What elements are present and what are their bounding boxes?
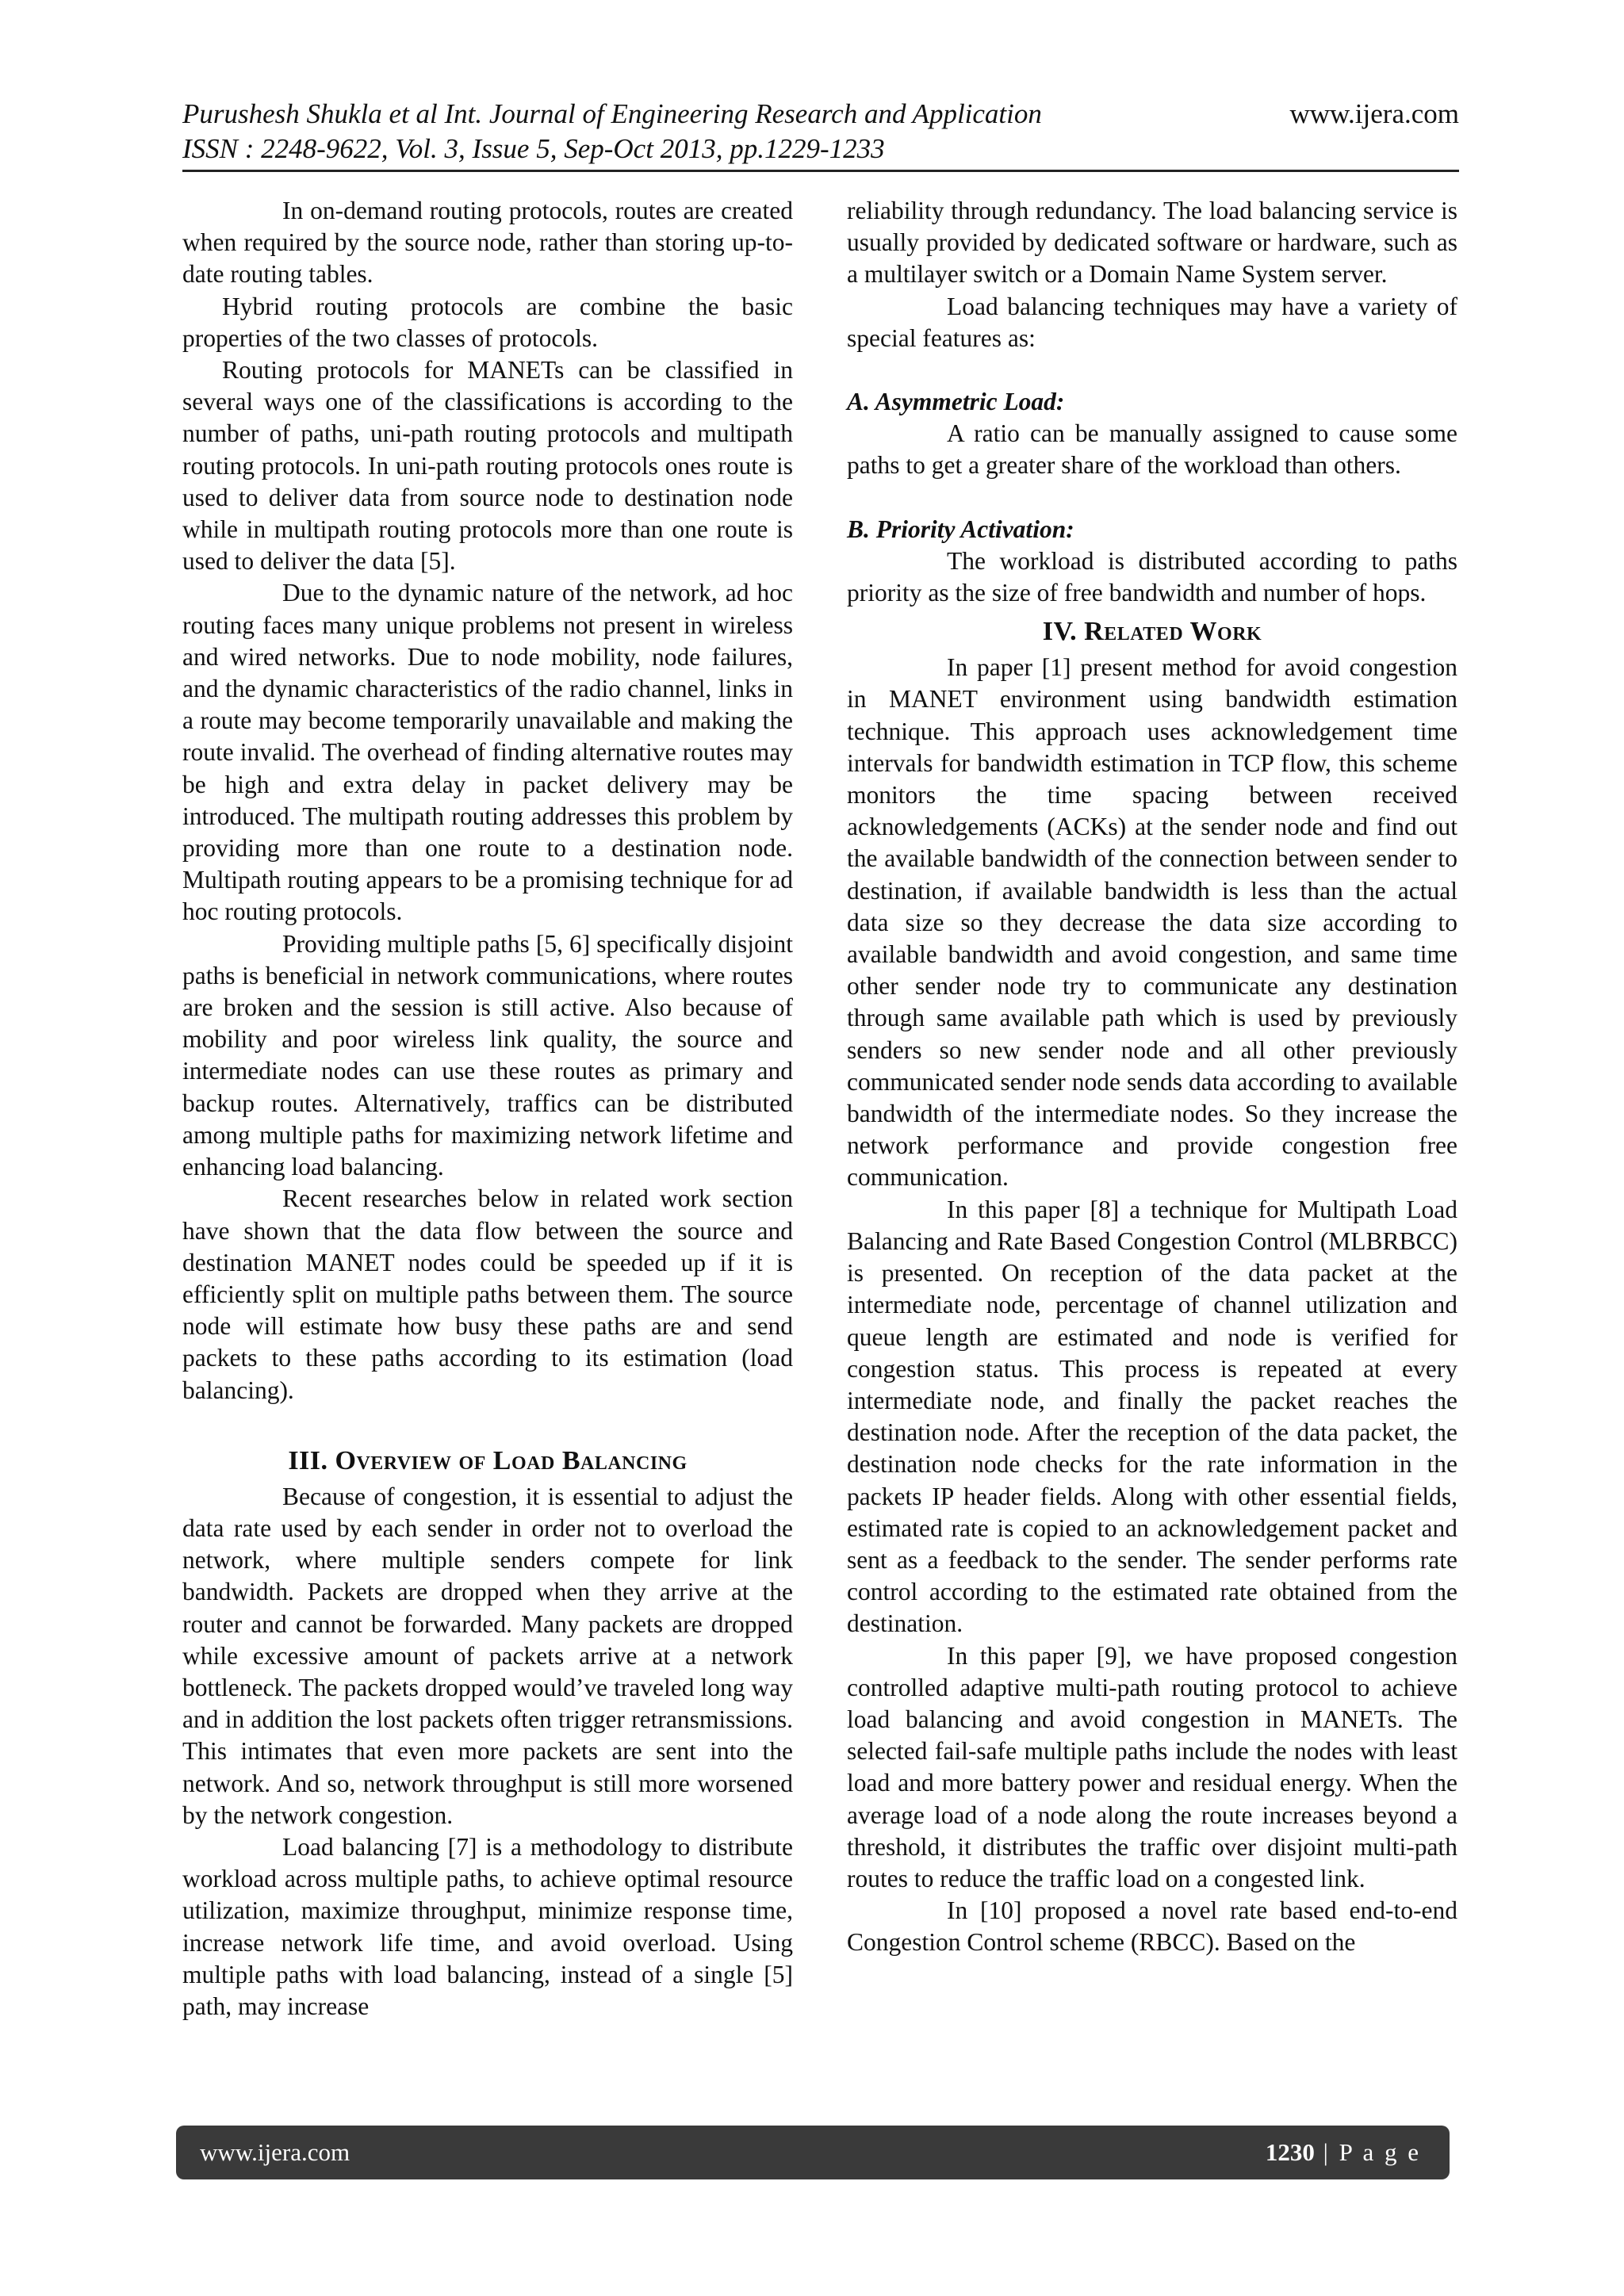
paragraph: Due to the dynamic nature of the network, ad hoc routing faces many unique problems not present in wireless and wired networks. Due to node mobility, node failures, and the dynamic characteristics of the radio channel, links in a route may become temporarily unavailable and making the route invalid. The overhead of finding alternative routes may be high and extra delay in packet delivery may be introduced. The multipath routing addresses this problem by providing more than one route to a destination node. Multipath routing appears to be a promising technique for ad hoc routing protocols.	[182, 579, 793, 926]
issn-line: ISSN : 2248-9622, Vol. 3, Issue 5, Sep-Oct 2013, pp.1229-1233	[182, 133, 885, 164]
header-divider	[182, 170, 1459, 172]
paragraph: In paper [1] present method for avoid congestion in MANET environment using bandwidth estimation technique. This approach uses acknowledgement time intervals for bandwidth estimation in TCP flow, this scheme monitors the time spacing between received acknowledgements (ACKs) at the sender node and find out the available bandwidth of the connection between sender to destination, if available bandwidth is less than the actual data size so they decrease the data size according to available bandwidth and avoid congestion, and same time other sender node try to communicate any destination through same available path which is used by previously senders so new sender node and all other previously communicated sender node sends data according to available bandwidth of the intermediate nodes. So they increase the network performance and provide congestion free communication.	[847, 653, 1457, 1192]
spacer	[847, 482, 1457, 514]
paragraph: Load balancing [7] is a methodology to distribute workload across multiple paths, to achieve optimal resource utilization, maximize throughput, minimize response time, increase network life time, and avoid overload. Using multiple paths with load balancing, instead of a single [5] path, may increase	[182, 1832, 793, 2020]
page-number: 1230	[1265, 2138, 1315, 2166]
journal-citation: Purushesh Shukla et al Int. Journal of Engineering Research and Application	[182, 98, 1042, 129]
paragraph: Recent researches below in related work section have shown that the data flow between the source and destination MANET nodes could be speeded up if it is efficiently split on multiple paths between them. The source node will estimate how busy these paths are and send packets to these paths according to its estimation (load balancing).	[182, 1184, 793, 1404]
right-column	[847, 195, 1457, 1959]
section-heading-overview: III. Overview of Load Balancing	[288, 1445, 688, 1475]
section-heading-related-work: IV. Related Work	[1042, 617, 1262, 647]
paragraph: A ratio can be manually assigned to cause some paths to get a greater share of the workload than others.	[847, 419, 1457, 480]
header-url[interactable]: www.ijera.com	[1289, 98, 1459, 129]
spacer	[847, 354, 1457, 386]
paragraph: Hybrid routing protocols are combine the basic properties of the two classes of protocols.	[182, 292, 793, 352]
paragraph: In this paper [9], we have proposed congestion controlled adaptive multi-path routing protocol to achieve load balancing and avoid congestion in MANETs. The selected fail-safe multiple paths include the nodes with least load and more battery power and residual energy. When the average load of a node along the route increases beyond a threshold, it distributes the traffic over disjoint multi-path routes to reduce the traffic load on a congested link.	[847, 1641, 1457, 1892]
subheading-asymmetric-load: A. Asymmetric Load:	[847, 388, 1065, 416]
running-header	[182, 97, 1459, 166]
paragraph: Load balancing techniques may have a variety of special features as:	[847, 292, 1457, 352]
paragraph: The workload is distributed according to paths priority as the size of free bandwidth and number of hops.	[847, 546, 1457, 607]
spacer	[182, 1406, 793, 1438]
subheading-priority-activation: B. Priority Activation:	[847, 515, 1074, 543]
paragraph: Because of congestion, it is essential to adjust the data rate used by each sender in order not to overload the network, where multiple senders compete for link bandwidth. Packets are dropped when they arrive at the router and cannot be forwarded. Many packets are dropped while excessive amount of packets arrive at a network bottleneck. The packets dropped would’ve traveled long way and in addition the lost packets often trigger retransmissions. This intimates that even more packets are sent into the network. And so, network throughput is still more worsened by the network congestion.	[182, 1482, 793, 1829]
paragraph: In [10] proposed a novel rate based end-to-end Congestion Control scheme (RBCC). Based on the	[847, 1896, 1457, 1957]
page-indicator	[1266, 2126, 1421, 2179]
paragraph: In this paper [8] a technique for Multipath Load Balancing and Rate Based Congestion Control (MLBRBCC) is presented. On reception of the data packet at the intermediate node, percentage of channel utilization and queue length are estimated and node is verified for congestion status. This process is repeated at every intermediate node, and finally the packet reaches the destination node. After the reception of the data packet, the destination node checks for the rate information in the packets IP header fields. Along with other essential fields, estimated rate is copied to an acknowledgement packet and sent as a feedback to the sender. The sender performs rate control according to the estimated rate obtained from the destination.	[847, 1195, 1457, 1638]
paragraph: Providing multiple paths [5, 6] specifically disjoint paths is beneficial in network communications, where routes are broken and the session is still active. Also because of mobility and poor wireless link quality, the source and intermediate nodes can use these routes as primary and backup routes. Alternatively, traffics can be distributed among multiple paths for maximizing network lifetime and enhancing load balancing.	[182, 929, 793, 1181]
left-column	[182, 195, 793, 2022]
footer-url[interactable]: www.ijera.com	[200, 2138, 350, 2166]
page-label: | P a g e	[1314, 2138, 1421, 2166]
paragraph: reliability through redundancy. The load balancing service is usually provided by dedicated software or hardware, such as a multilayer switch or a Domain Name System server.	[847, 197, 1457, 289]
page-footer	[176, 2126, 1450, 2179]
paragraph: In on-demand routing protocols, routes are created when required by the source node, rather than storing up-to-date routing tables.	[182, 197, 793, 289]
paragraph: Routing protocols for MANETs can be classified in several ways one of the classifications is according to the number of paths, uni-path routing protocols and multipath routing protocols. In uni-path routing protocols ones route is used to deliver data from source node to destination node while in multipath routing protocols more than one route is used to deliver the data [5].	[182, 356, 793, 576]
